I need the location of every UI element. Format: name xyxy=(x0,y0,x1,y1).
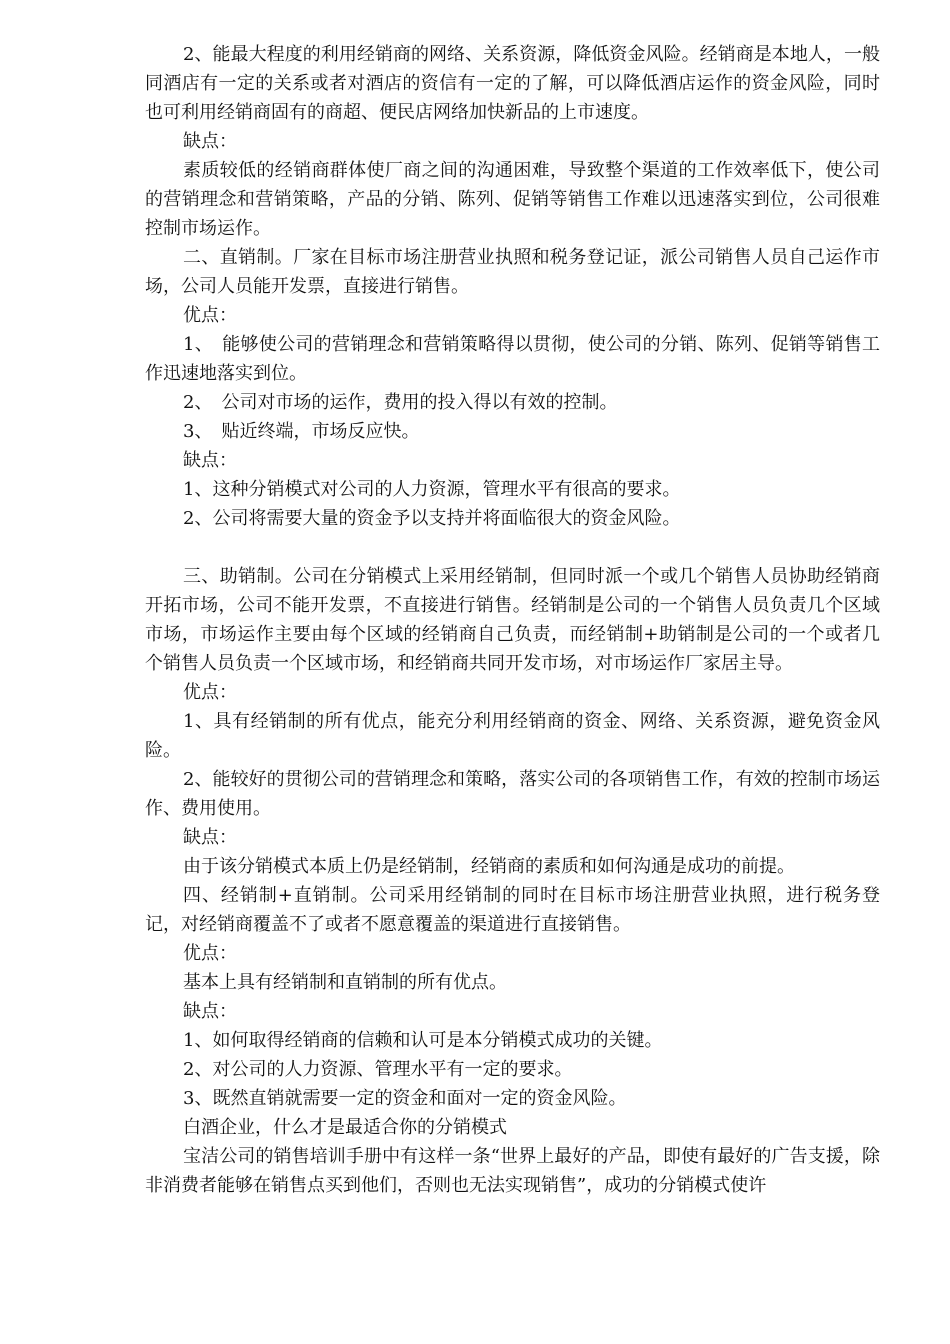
list-item: 2、 公司对市场的运作，费用的投入得以有效的控制。 xyxy=(183,392,618,413)
list-item: 2、对公司的人力资源、管理水平有一定的要求。 xyxy=(183,1059,573,1080)
document-body xyxy=(145,40,880,1200)
paragraph-dealer-plus-direct: 四、经销制+直销制。公司采用经销制的同时在目标市场注册营业执照，进行税务登记，对经销商覆盖不了或者不愿意覆盖的渠道进行直接销售。 xyxy=(145,885,880,935)
heading-disadvantages: 缺点： xyxy=(183,131,237,152)
heading-disadvantages: 缺点： xyxy=(183,450,237,471)
paragraph-assisted-sales: 三、助销制。公司在分销模式上采用经销制，但同时派一个或几个销售人员协助经销商开拓市场，公司不能开发票，不直接进行销售。经销制是公司的一个销售人员负责几个区域市场，市场运作主要由每个区域的经销商自己负责，而经销制+助销制是公司的一个或者几个销售人员负责一个区域市场，和经销商共同开发市场，对市场运作厂家居主导。 xyxy=(145,566,880,674)
list-item: 2、公司将需要大量的资金予以支持并将面临很大的资金风险。 xyxy=(183,508,681,529)
list-item: 1、如何取得经销商的信赖和认可是本分销模式成功的关键。 xyxy=(183,1030,663,1051)
paragraph-pg-quote: 宝洁公司的销售培训手册中有这样一条“世界上最好的产品，即使有最好的广告支援，除非消费者能够在销售点买到他们，否则也无法实现销售”，成功的分销模式使许 xyxy=(145,1146,880,1196)
list-item: 1、具有经销制的所有优点，能充分利用经销商的资金、网络、关系资源，避免资金风险。 xyxy=(145,711,880,761)
heading-advantages: 优点： xyxy=(183,305,237,326)
heading-disadvantages: 缺点： xyxy=(183,827,237,848)
list-item: 2、能较好的贯彻公司的营销理念和策略，落实公司的各项销售工作，有效的控制市场运作、费用使用。 xyxy=(145,769,880,819)
list-item: 1、 能够使公司的营销理念和营销策略得以贯彻，使公司的分销、陈列、促销等销售工作迅速地落实到位。 xyxy=(145,334,880,384)
list-item: 1、这种分销模式对公司的人力资源，管理水平有很高的要求。 xyxy=(183,479,681,500)
heading-disadvantages: 缺点： xyxy=(183,1001,237,1022)
paragraph-direct-sales: 二、直销制。厂家在目标市场注册营业执照和税务登记证，派公司销售人员自己运作市场，公司人员能开发票，直接进行销售。 xyxy=(145,247,880,297)
list-item: 3、既然直销就需要一定的资金和面对一定的资金风险。 xyxy=(183,1088,627,1109)
paragraph-advantage-2: 2、能最大程度的利用经销商的网络、关系资源，降低资金风险。经销商是本地人，一般同酒店有一定的关系或者对酒店的资信有一定的了解，可以降低酒店运作的资金风险，同时也可利用经销商固有的商超、便民店网络加快新品的上市速度。 xyxy=(145,44,880,123)
paragraph-advantage-text: 基本上具有经销制和直销制的所有优点。 xyxy=(183,972,507,993)
heading-advantages: 优点： xyxy=(183,943,237,964)
list-item: 3、 贴近终端，市场反应快。 xyxy=(183,421,420,442)
section-title: 白酒企业，什么才是最适合你的分销模式 xyxy=(183,1117,507,1138)
heading-advantages: 优点： xyxy=(183,682,237,703)
paragraph-disadvantage-text: 由于该分销模式本质上仍是经销制，经销商的素质和如何沟通是成功的前提。 xyxy=(183,856,795,877)
paragraph-disadvantage-text: 素质较低的经销商群体使厂商之间的沟通困难，导致整个渠道的工作效率低下，使公司的营销理念和营销策略，产品的分销、陈列、促销等销售工作难以迅速落实到位，公司很难控制市场运作。 xyxy=(145,160,880,239)
